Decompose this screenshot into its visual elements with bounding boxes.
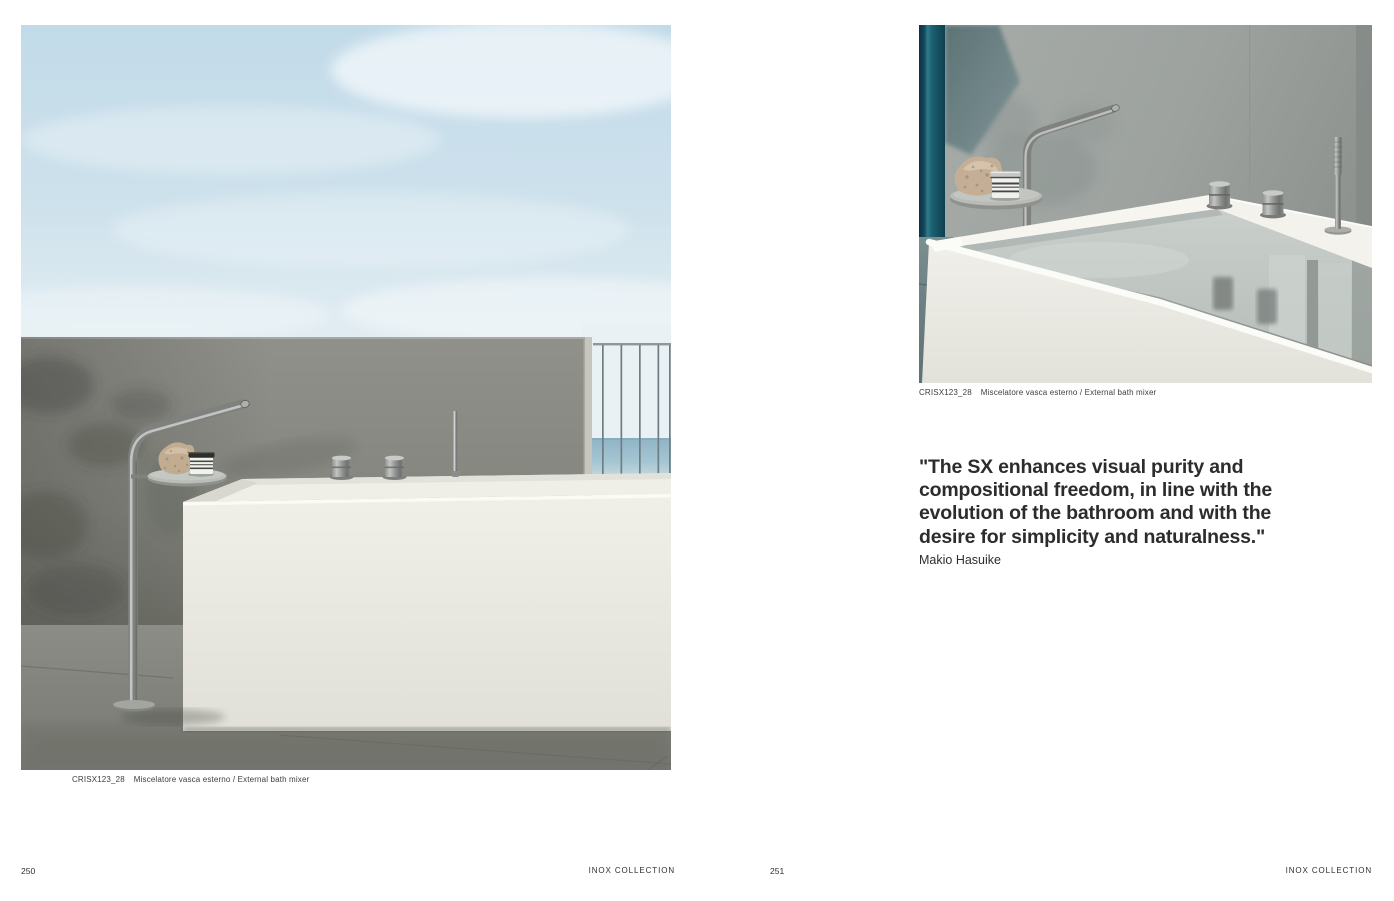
- right-photo-caption: [919, 388, 1156, 397]
- tap-knob: [330, 456, 354, 480]
- left-photo: [21, 25, 671, 770]
- quote-author: Makio Hasuike: [919, 552, 1001, 567]
- collection-name-left: INOX COLLECTION: [588, 866, 675, 875]
- quote-text: "The SX enhances visual purity and compositional freedom, in line with the evolution of the bathroom and with the desire for simplicity and naturalness.": [919, 456, 1272, 548]
- designer-quote: [919, 456, 1275, 567]
- tap-knob: [1260, 190, 1286, 218]
- jar: [188, 452, 215, 477]
- product-description: Miscelatore vasca esterno / External bath mixer: [980, 388, 1157, 397]
- sea-and-railing: [581, 325, 671, 485]
- jar: [990, 172, 1021, 201]
- wall-end-cap: [584, 337, 592, 483]
- page-number-right: 251: [770, 866, 785, 876]
- bathtub: [183, 473, 671, 732]
- tap-reflection: [1213, 277, 1233, 310]
- collection-name-right: INOX COLLECTION: [1285, 866, 1372, 875]
- product-description: Miscelatore vasca esterno / External bath mixer: [133, 775, 310, 784]
- tap-knob: [383, 456, 407, 480]
- left-photo-caption: [72, 775, 309, 784]
- sky: [21, 25, 671, 343]
- page-number-left: 250: [21, 866, 36, 876]
- tap-reflection: [1257, 289, 1277, 324]
- right-photo: [919, 25, 1372, 383]
- tub-front-face: [183, 494, 671, 731]
- product-code: CRISX123_28: [919, 388, 972, 397]
- teal-glass-panel: [919, 25, 945, 239]
- product-code: CRISX123_28: [72, 775, 125, 784]
- tap-knob: [1207, 181, 1233, 209]
